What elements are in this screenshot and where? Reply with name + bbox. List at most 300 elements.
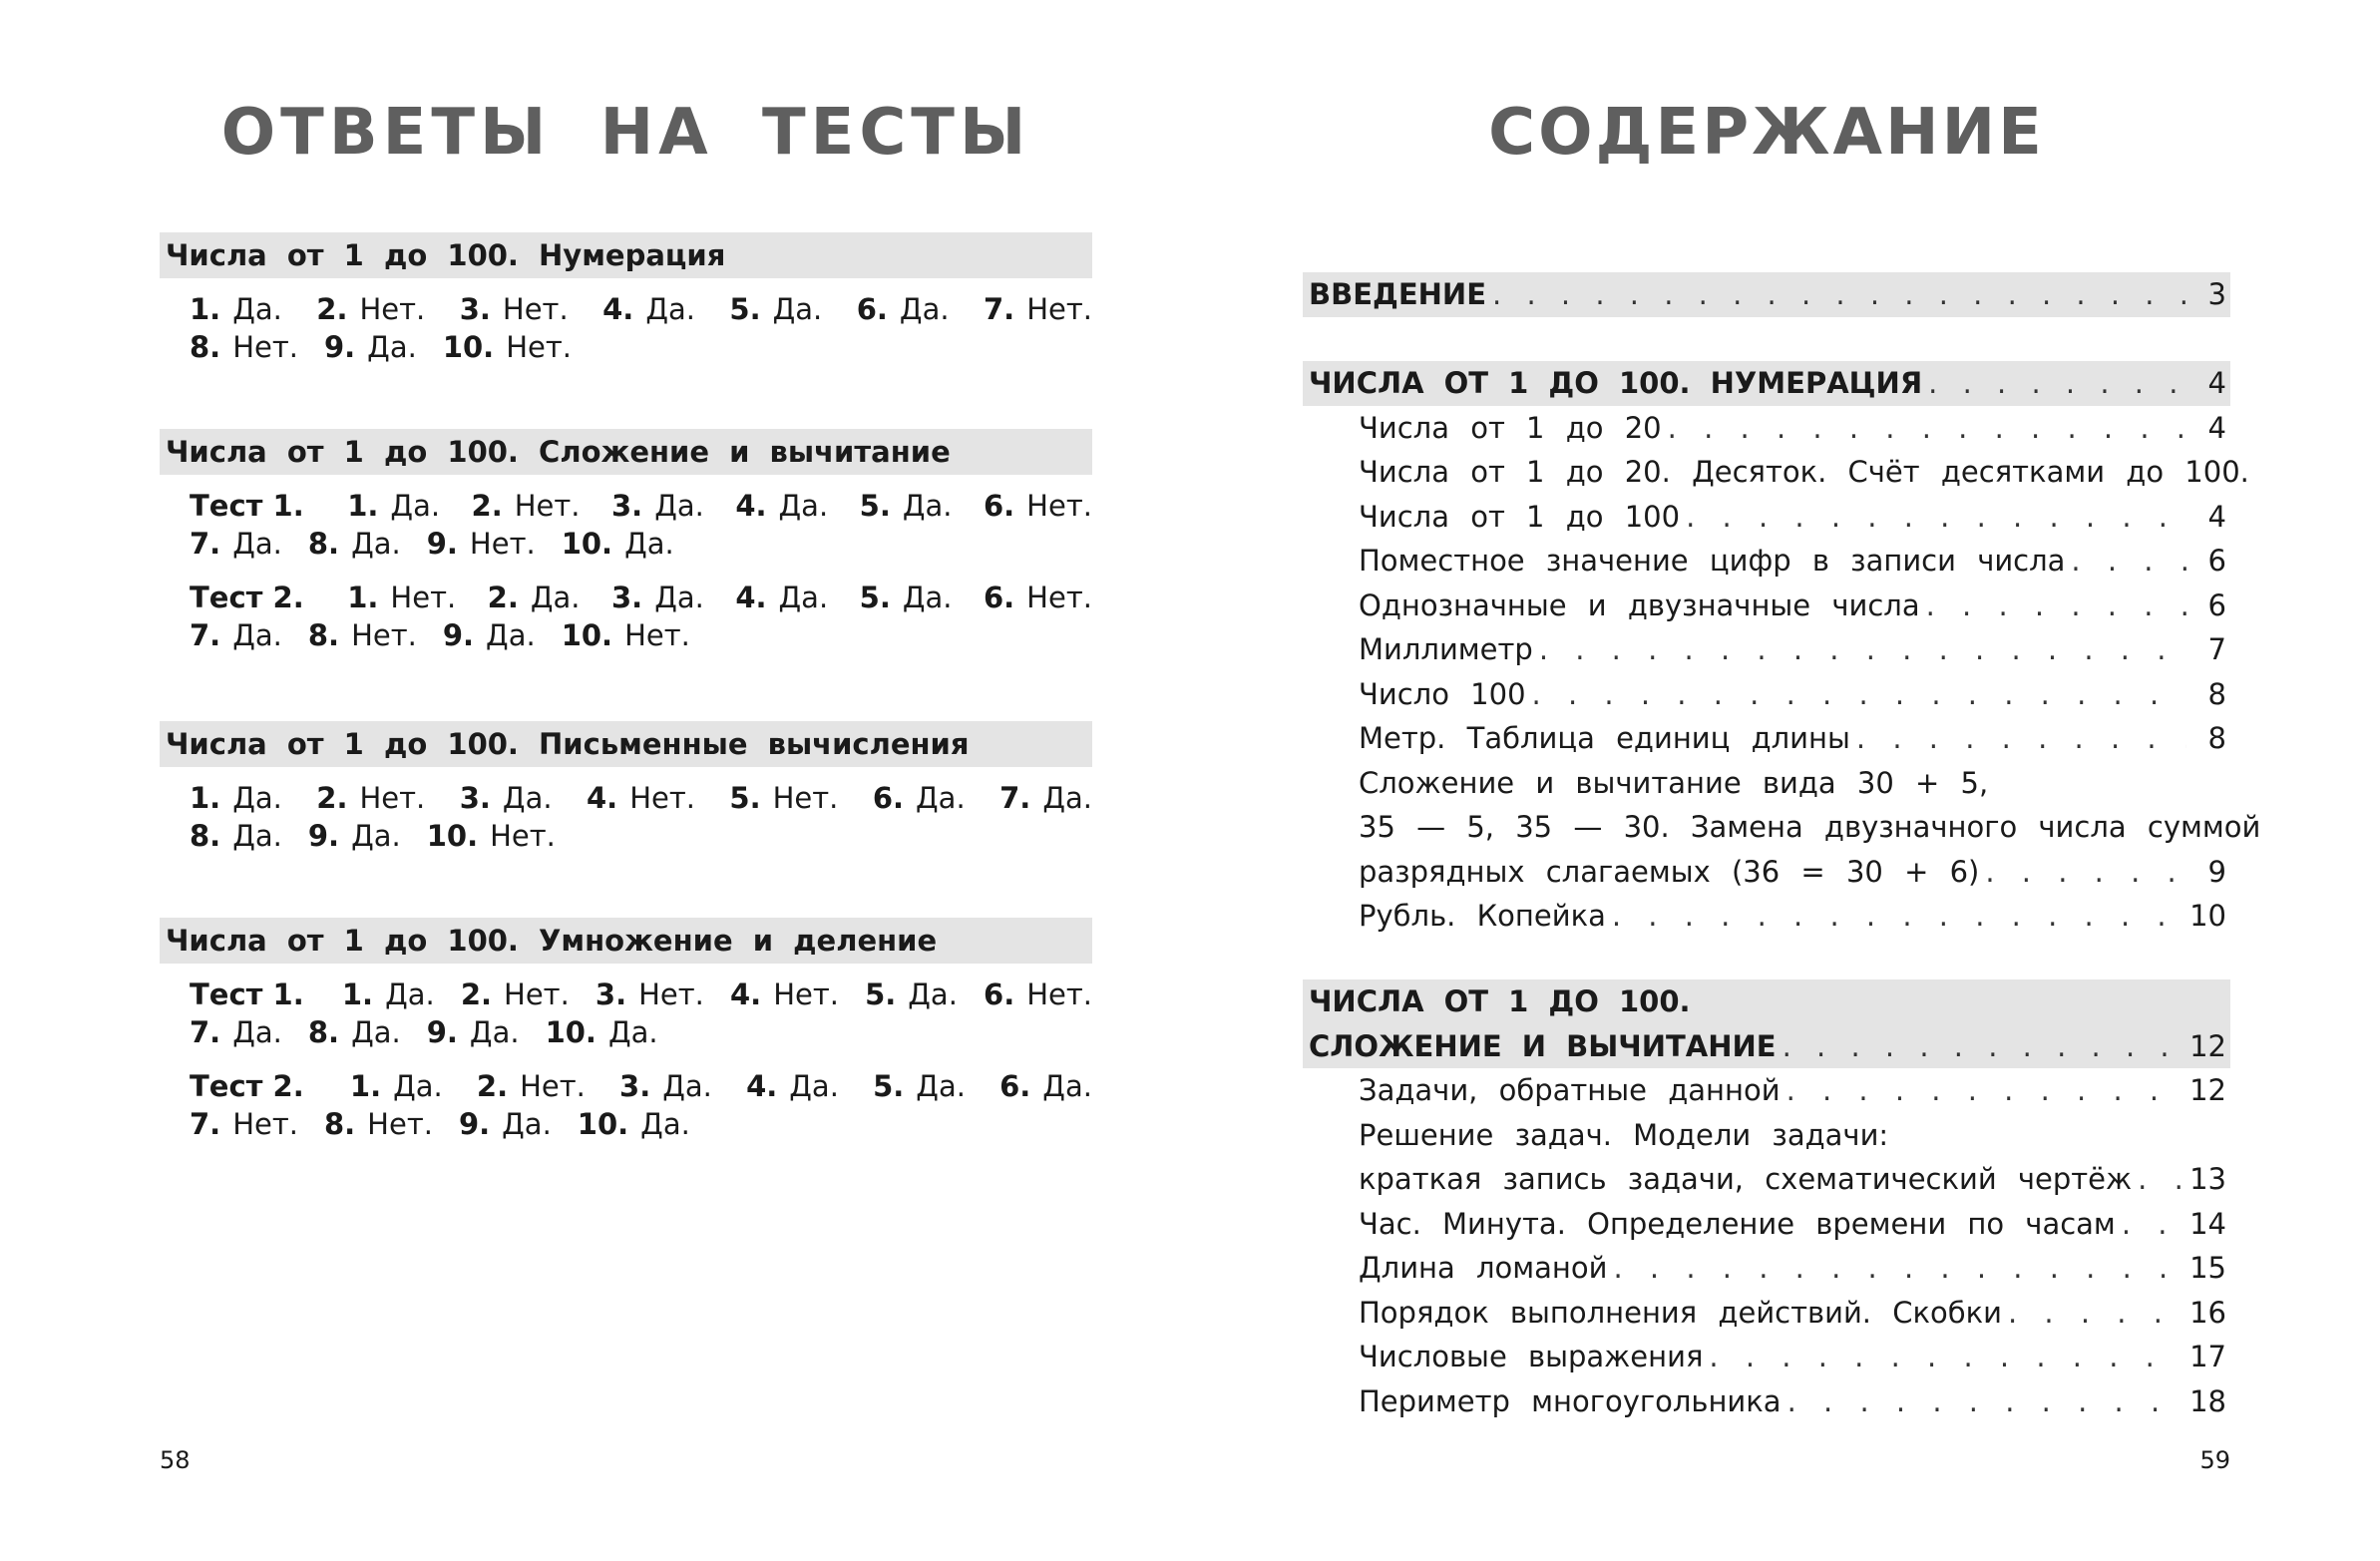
answer-item (546, 1013, 658, 1051)
answer-item (578, 1105, 690, 1143)
toc-item-row (1303, 894, 2230, 939)
answer-value: Да. (607, 1015, 658, 1049)
answer-value: Да. (902, 581, 953, 614)
answer-row (190, 328, 1092, 366)
toc-label: ЧИСЛА ОТ 1 ДО 100. НУМЕРАЦИЯ (1309, 366, 1923, 400)
answer-paragraph (190, 579, 1092, 654)
answer-item (190, 290, 282, 328)
toc-page-number: 9 (2207, 854, 2226, 889)
answer-number: 1. (190, 292, 221, 326)
answer-item (729, 779, 838, 817)
answer-number: 2. (460, 977, 493, 1011)
answer-value: Да. (486, 618, 536, 652)
answer-item (488, 579, 581, 616)
answer-row (190, 1105, 1092, 1143)
answer-value: Нет. (390, 581, 457, 614)
section-heading: Числа от 1 до 100. Нумерация (160, 232, 1092, 278)
answer-item (190, 525, 282, 563)
answer-item (472, 487, 581, 525)
answer-value: Нет. (1026, 581, 1092, 614)
test-label-wrap (190, 579, 316, 616)
dot-leader (1668, 406, 2186, 451)
toc-label: Порядок выполнения действий. Скобки (1359, 1295, 2002, 1330)
answer-value: Нет. (504, 977, 570, 1011)
answer-row (190, 579, 1092, 616)
answer-item (984, 487, 1092, 525)
answer-item (316, 290, 425, 328)
answer-value: Нет. (773, 977, 839, 1011)
test-label-wrap (190, 976, 316, 1013)
answer-number: 10. (561, 618, 613, 652)
answer-row (190, 976, 1092, 1013)
answer-value: Нет. (772, 781, 839, 815)
answer-value: Да. (902, 489, 953, 523)
toc-page-number: 12 (2189, 1073, 2226, 1107)
answer-item (427, 1013, 520, 1051)
answer-number: 4. (746, 1069, 778, 1103)
toc-label: Длина ломаной (1359, 1251, 1608, 1285)
answer-number: 2. (476, 1069, 509, 1103)
answer-value: Нет. (359, 781, 426, 815)
answer-number: 3. (459, 781, 491, 815)
dot-leader (1613, 1246, 2183, 1291)
toc-label: разрядных слагаемых (36 = 30 + 6) (1359, 854, 1980, 889)
answer-number: 4. (735, 489, 767, 523)
answer-item (984, 290, 1092, 328)
answer-number: 10. (545, 1015, 596, 1049)
answer-number: 6. (984, 977, 1015, 1011)
answer-number: 8. (190, 819, 221, 853)
dot-leader (1783, 1024, 2184, 1069)
answer-value: Да. (772, 292, 823, 326)
dot-leader (1686, 495, 2186, 540)
toc-page-number: 4 (2207, 366, 2226, 400)
answer-value: Да. (469, 1015, 520, 1049)
answer-value: Нет. (490, 819, 556, 853)
answer-item (984, 579, 1092, 616)
toc-page-number: 13 (2189, 1162, 2226, 1196)
toc-label: Числа от 1 до 100 (1359, 499, 1681, 534)
toc-label: Числа от 1 до 20. Десяток. Счёт десятками до 100. (1359, 455, 2249, 489)
dot-leader (1928, 361, 2186, 406)
answer-number: 9. (426, 527, 458, 561)
answer-number: 10. (426, 819, 479, 853)
answer-value: Да. (778, 581, 829, 614)
toc-label: Сложение и вычитание вида 30 + 5, (1359, 765, 1989, 800)
toc-label: СЛОЖЕНИЕ И ВЫЧИТАНИЕ (1309, 1028, 1777, 1063)
dot-leader (1492, 272, 2186, 317)
answer-row (190, 525, 1092, 563)
answer-number: 4. (729, 977, 762, 1011)
toc-section-row (1303, 361, 2230, 406)
toc-group (1303, 979, 2230, 1423)
toc-page-number: 8 (2207, 721, 2226, 755)
answer-number: 1. (347, 489, 379, 523)
test-label: Тест 2. (190, 581, 304, 614)
answer-item (730, 976, 839, 1013)
answer-section (160, 918, 1092, 1143)
answer-item (984, 976, 1092, 1013)
answer-row (190, 616, 1092, 654)
answer-item (308, 616, 417, 654)
toc-item-row (1303, 584, 2230, 628)
answer-paragraph (190, 779, 1092, 855)
answer-number: 4. (602, 292, 634, 326)
answer-number: 9. (458, 1107, 491, 1141)
answer-number: 8. (307, 1015, 340, 1049)
answer-number: 9. (307, 819, 340, 853)
answer-number: 7. (190, 618, 221, 652)
answer-number: 8. (307, 527, 340, 561)
test-label: Тест 2. (190, 1069, 304, 1103)
toc-item-row (1303, 1113, 2230, 1158)
answer-number: 5. (865, 977, 897, 1011)
toc-item-row (1303, 627, 2230, 672)
toc-item-row (1303, 1379, 2230, 1424)
toc-item-row (1303, 1335, 2230, 1379)
answer-value: Нет. (1026, 292, 1092, 326)
answer-number: 6. (983, 489, 1015, 523)
answer-value: Да. (1042, 781, 1092, 815)
answer-item (562, 616, 690, 654)
toc-page-number: 6 (2207, 587, 2226, 622)
answer-number: 10. (561, 527, 613, 561)
toc-label: Час. Минута. Определение времени по часам (1359, 1206, 2116, 1241)
answer-number: 9. (442, 618, 475, 652)
answer-value: Нет. (359, 292, 426, 326)
answer-item (324, 1105, 433, 1143)
toc-item-row (1303, 1157, 2230, 1202)
answer-number: 5. (859, 581, 891, 614)
answer-value: Да. (351, 527, 401, 561)
answer-item (308, 817, 401, 855)
answer-value: Да. (232, 527, 282, 561)
answer-number: 3. (459, 292, 491, 326)
answer-item (443, 328, 572, 366)
answer-value: Нет. (514, 489, 581, 523)
test-label-wrap (190, 1067, 316, 1105)
answer-item (190, 1105, 298, 1143)
answer-value: Да. (232, 292, 282, 326)
answer-item (611, 579, 704, 616)
answer-number: 3. (610, 489, 643, 523)
answer-value: Да. (232, 618, 282, 652)
answer-item (587, 779, 695, 817)
answer-number: 2. (316, 292, 348, 326)
answer-item (443, 616, 536, 654)
answer-paragraph (190, 976, 1092, 1051)
toc-item-row (1303, 1246, 2230, 1291)
toc-page-number: 8 (2207, 676, 2226, 711)
answer-value: Нет. (502, 292, 569, 326)
toc-label: 35 — 5, 35 — 30. Замена двузначного числа суммой (1359, 810, 2261, 844)
dot-leader (2071, 539, 2186, 584)
answer-value: Да. (530, 581, 581, 614)
section-heading: Числа от 1 до 100. Сложение и вычитание (160, 429, 1092, 475)
answer-row (190, 779, 1092, 817)
dot-leader (1926, 584, 2186, 628)
toc-page-number: 4 (2207, 499, 2226, 534)
answer-number: 1. (349, 1069, 382, 1103)
answer-item (611, 487, 704, 525)
test-label: Тест 1. (190, 977, 304, 1011)
answer-item (342, 976, 435, 1013)
answer-section (160, 232, 1092, 366)
right-page (1303, 0, 2261, 1561)
page-number: 58 (160, 1446, 191, 1474)
answer-value: Да. (645, 292, 695, 326)
toc-section-row (1303, 1024, 2230, 1069)
answer-value: Да. (908, 977, 958, 1011)
answer-number: 1. (190, 781, 221, 815)
section-heading: Числа от 1 до 100. Письменные вычисления (160, 721, 1092, 767)
answer-number: 4. (735, 581, 767, 614)
answer-number: 7. (190, 1107, 221, 1141)
dot-leader (2008, 1291, 2183, 1336)
answer-value: Да. (654, 489, 704, 523)
toc-label: ВВЕДЕНИЕ (1309, 277, 1487, 311)
toc-page-number: 14 (2189, 1206, 2226, 1241)
answer-number: 7. (999, 781, 1031, 815)
answer-item (308, 525, 401, 563)
answer-item (427, 525, 536, 563)
toc-item-row (1303, 539, 2230, 584)
answer-number: 10. (442, 330, 495, 364)
answer-value: Да. (640, 1107, 690, 1141)
answer-number: 7. (190, 1015, 221, 1049)
section-heading: Числа от 1 до 100. Умножение и деление (160, 918, 1092, 964)
answer-item (735, 579, 828, 616)
toc-item-row (1303, 761, 2230, 806)
answer-item (190, 817, 282, 855)
toc-label: Решение задач. Модели задачи: (1359, 1117, 1889, 1152)
page-title: ОТВЕТЫ НА ТЕСТЫ (220, 96, 1031, 170)
answer-item (999, 1067, 1092, 1105)
answer-value: Да. (390, 489, 441, 523)
toc-item-row (1303, 805, 2261, 850)
answer-number: 1. (347, 581, 379, 614)
answer-number: 3. (619, 1069, 651, 1103)
answer-value: Нет. (367, 1107, 433, 1141)
answer-value: Нет. (629, 781, 695, 815)
answer-item (190, 616, 282, 654)
answer-item (860, 487, 953, 525)
answer-value: Нет. (469, 527, 536, 561)
answer-item (857, 290, 950, 328)
toc-page-number: 16 (2189, 1295, 2226, 1330)
answer-item (190, 328, 298, 366)
answer-number: 5. (859, 489, 891, 523)
answer-paragraph (190, 1067, 1092, 1143)
answer-paragraph (190, 487, 1092, 563)
answer-item (190, 1013, 282, 1051)
answer-value: Нет. (351, 618, 417, 652)
answer-value: Да. (624, 527, 674, 561)
answer-item (427, 817, 556, 855)
toc-page-number: 3 (2207, 277, 2226, 311)
toc-page-number: 12 (2189, 1028, 2226, 1063)
page-number: 59 (2199, 1446, 2230, 1474)
answer-number: 5. (729, 781, 761, 815)
dot-leader (1532, 672, 2186, 717)
answer-number: 4. (587, 781, 618, 815)
answer-item (873, 779, 966, 817)
dot-leader (1856, 716, 2186, 761)
answer-item (324, 328, 417, 366)
answer-item (308, 1013, 401, 1051)
dot-leader (2122, 1202, 2183, 1247)
toc-item-row (1303, 850, 2230, 895)
toc-page-number: 10 (2189, 899, 2226, 933)
answer-value: Нет. (638, 977, 704, 1011)
toc-label: Число 100 (1359, 676, 1526, 711)
answer-item (316, 779, 425, 817)
toc-page-number: 18 (2189, 1383, 2226, 1418)
test-label: Тест 1. (190, 489, 304, 523)
answer-item (460, 290, 569, 328)
toc-label: ЧИСЛА ОТ 1 ДО 100. (1309, 984, 1691, 1018)
answer-item (729, 290, 822, 328)
answer-value: Да. (778, 489, 829, 523)
answer-item (461, 976, 570, 1013)
toc-section-row (1303, 979, 2230, 1024)
answer-value: Да. (502, 1107, 552, 1141)
answer-value: Да. (393, 1069, 443, 1103)
answer-number: 2. (316, 781, 348, 815)
answer-value: Да. (232, 1015, 282, 1049)
answer-item (347, 579, 456, 616)
answer-value: Да. (232, 819, 282, 853)
answer-value: Да. (916, 781, 966, 815)
answer-number: 6. (983, 581, 1015, 614)
answer-item (619, 1067, 712, 1105)
toc-item-row (1303, 716, 2230, 761)
toc-label: Числа от 1 до 20 (1359, 410, 1662, 445)
answer-value: Да. (502, 781, 553, 815)
answer-number: 9. (323, 330, 356, 364)
answer-value: Да. (351, 1015, 401, 1049)
answer-row (190, 817, 1092, 855)
answer-number: 6. (856, 292, 888, 326)
answer-item (460, 779, 553, 817)
answer-item (347, 487, 440, 525)
answer-value: Нет. (624, 618, 690, 652)
dot-leader (1786, 1068, 2184, 1113)
answer-item (562, 525, 674, 563)
answer-value: Да. (351, 819, 401, 853)
answer-section (160, 429, 1092, 654)
answer-value: Нет. (1026, 489, 1092, 523)
dot-leader (1709, 1335, 2183, 1379)
answer-number: 1. (341, 977, 374, 1011)
toc-page-number: 6 (2207, 544, 2226, 578)
toc-item-row (1303, 1291, 2230, 1336)
answer-paragraph (190, 290, 1092, 366)
toc-item-row (1303, 495, 2230, 540)
answer-value: Нет. (232, 1107, 298, 1141)
answer-value: Да. (662, 1069, 712, 1103)
answer-item (999, 779, 1092, 817)
answer-number: 5. (729, 292, 761, 326)
toc-section-row (1303, 272, 2230, 317)
answer-number: 8. (190, 330, 221, 364)
answer-item (746, 1067, 839, 1105)
page-title: СОДЕРЖАНИЕ (1488, 96, 2045, 170)
answer-number: 2. (487, 581, 519, 614)
answer-item (477, 1067, 586, 1105)
toc-label: Однозначные и двузначные числа (1359, 587, 1920, 622)
toc-label: Числовые выражения (1359, 1340, 1704, 1373)
answer-value: Нет. (520, 1069, 586, 1103)
answer-row (190, 1013, 1092, 1051)
toc-item-row (1303, 450, 2249, 495)
answer-value: Нет. (232, 330, 298, 364)
toc-page-number: 15 (2189, 1251, 2226, 1285)
answer-item (873, 1067, 966, 1105)
answer-number: 10. (577, 1107, 629, 1141)
toc-label: краткая запись задачи, схематический чертёж (1359, 1162, 2133, 1196)
answer-number: 3. (610, 581, 643, 614)
answer-item (602, 290, 695, 328)
answer-value: Да. (899, 292, 950, 326)
answer-number: 6. (872, 781, 905, 815)
answer-value: Нет. (1026, 977, 1092, 1011)
answer-number: 3. (595, 977, 627, 1011)
answer-number: 6. (999, 1069, 1031, 1103)
toc-label: Поместное значение цифр в записи числа (1359, 544, 2066, 578)
answer-number: 9. (426, 1015, 458, 1049)
toc-page-number: 7 (2207, 632, 2226, 666)
answer-value: Да. (385, 977, 435, 1011)
toc-label: Метр. Таблица единиц длины (1359, 721, 1850, 755)
answer-value: Да. (232, 781, 282, 815)
answer-value: Да. (367, 330, 417, 364)
toc-group (1303, 361, 2261, 939)
toc-page-number: 4 (2207, 410, 2226, 445)
answer-value: Да. (654, 581, 704, 614)
answer-number: 7. (984, 292, 1015, 326)
toc-group (1303, 272, 2230, 317)
dot-leader (2138, 1157, 2183, 1202)
dot-leader (1612, 894, 2183, 939)
dot-leader (1539, 627, 2186, 672)
answer-value: Да. (789, 1069, 839, 1103)
answer-item (459, 1105, 552, 1143)
toc-label: Задачи, обратные данной (1359, 1073, 1781, 1107)
answer-value: Да. (1042, 1069, 1092, 1103)
answer-number: 7. (190, 527, 221, 561)
left-page (160, 0, 1092, 1561)
answer-item (860, 579, 953, 616)
answer-value: Нет. (506, 330, 572, 364)
toc-item-row (1303, 1068, 2230, 1113)
toc-label: Миллиметр (1359, 632, 1533, 666)
answer-number: 8. (307, 618, 340, 652)
answer-value: Да. (916, 1069, 966, 1103)
toc-page-number: 17 (2189, 1340, 2226, 1373)
toc-label: Рубль. Копейка (1359, 899, 1606, 933)
dot-leader (1985, 850, 2186, 895)
answer-item (350, 1067, 443, 1105)
answer-item (865, 976, 958, 1013)
toc-item-row (1303, 406, 2230, 451)
dot-leader (1787, 1379, 2184, 1424)
answer-item (595, 976, 704, 1013)
answer-item (190, 779, 282, 817)
answer-row (190, 290, 1092, 328)
toc-item-row (1303, 672, 2230, 717)
toc-item-row (1303, 1202, 2230, 1247)
